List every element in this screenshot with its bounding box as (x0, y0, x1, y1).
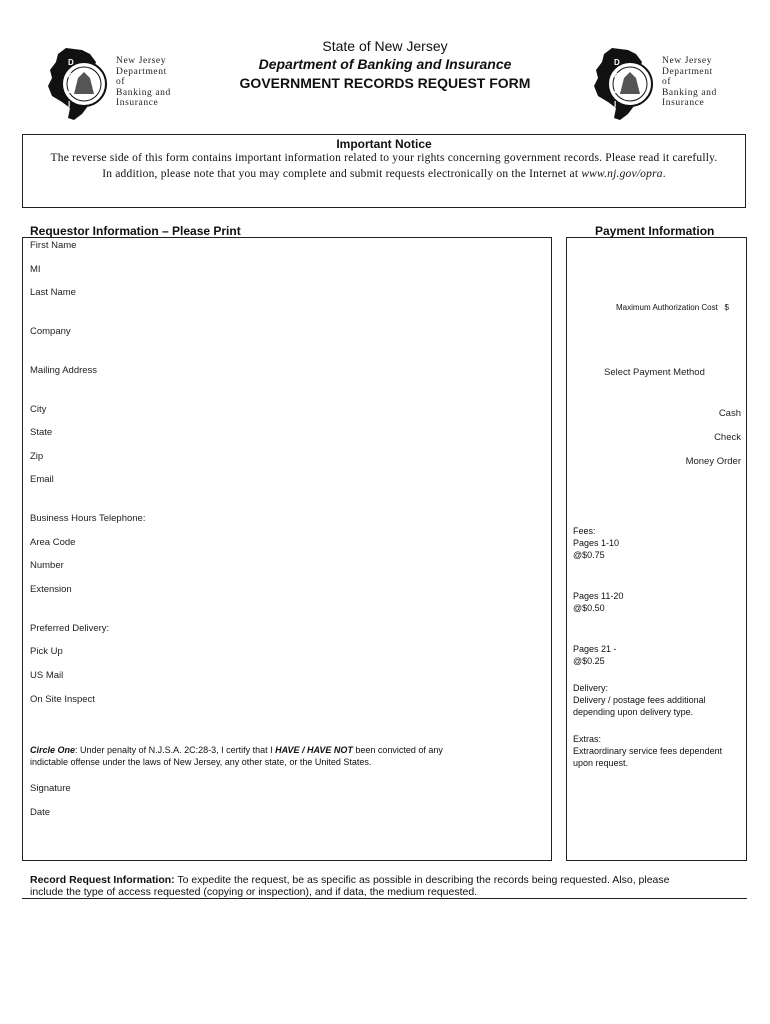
logo-letter: B (68, 86, 74, 95)
logo-text: New Jersey Department of Banking and Insurance (662, 56, 717, 108)
logo-letter: I (614, 100, 617, 109)
area-code-field[interactable]: Area Code (30, 537, 76, 548)
logo-letter: O (68, 72, 75, 81)
city-field[interactable]: City (30, 404, 47, 415)
have-option: HAVE (275, 745, 300, 755)
us-mail-option[interactable]: US Mail (30, 670, 64, 681)
cash-option[interactable]: Cash (718, 408, 741, 419)
number-field[interactable]: Number (30, 560, 64, 571)
last-name-field[interactable]: Last Name (30, 287, 76, 298)
check-option[interactable]: Check (714, 432, 741, 443)
logo-letter: O (614, 72, 621, 81)
first-name-field[interactable]: First Name (30, 240, 77, 251)
signature-field[interactable]: Signature (30, 783, 71, 794)
logo-letter: D (614, 58, 620, 67)
on-site-option[interactable]: On Site Inspect (30, 694, 95, 705)
opra-link[interactable]: www.nj.gov/opra (581, 168, 663, 180)
form-title: GOVERNMENT RECORDS REQUEST FORM (239, 75, 531, 91)
fees-info: Fees: Pages 1-10 @$0.75 (573, 526, 620, 560)
delivery-info: Delivery: Delivery / postage fees additional depending upon delivery type. (573, 683, 706, 717)
logo-letter: I (68, 100, 71, 109)
department-title: Department of Banking and Insurance (258, 56, 512, 72)
extension-field[interactable]: Extension (30, 584, 72, 595)
mailing-address-field[interactable]: Mailing Address (30, 365, 98, 376)
fees-info: Pages 21 - @$0.25 (573, 644, 617, 666)
preferred-delivery-label: Preferred Delivery: (30, 623, 110, 634)
logo-letter: D (68, 58, 74, 67)
zip-field[interactable]: Zip (30, 451, 44, 462)
state-field[interactable]: State (30, 427, 53, 438)
notice-text: In addition, please note that you may complete and submit requests electronically on the Internet at www.nj.gov/opra. (102, 168, 666, 180)
certification-statement[interactable]: Circle One: Under penalty of N.J.S.A. 2C:28-3, I certify that I HAVE / HAVE NOT been convicted of any indictable offense under the laws of New Jersey, any other state, or the United States. (30, 745, 443, 767)
extras-info: Extras: Extraordinary service fees dependent upon request. (573, 734, 723, 768)
divider (22, 898, 747, 899)
max-cost-field[interactable]: Maximum Authorization Cost $ (616, 303, 729, 312)
record-request-info: Record Request Information: To expedite the request, be as specific as possible in describing the records being requested. Also, please include the type of access requested (copying or inspection), and if data, the medium requested. (30, 874, 670, 898)
have-not-option: HAVE NOT (306, 745, 353, 755)
company-field[interactable]: Company (30, 326, 71, 337)
date-field[interactable]: Date (30, 807, 51, 818)
money-order-option[interactable]: Money Order (685, 456, 741, 467)
notice-text: The reverse side of this form contains important information related to your rights concerning government records. Please read it carefully. (50, 152, 718, 164)
payment-method-label: Select Payment Method (604, 367, 705, 378)
mi-field[interactable]: MI (30, 264, 41, 275)
notice-title: Important Notice (336, 137, 432, 151)
email-field[interactable]: Email (30, 474, 54, 485)
logo-text: New Jersey Department of Banking and Insurance (116, 56, 171, 108)
pick-up-option[interactable]: Pick Up (30, 646, 63, 657)
requestor-heading: Requestor Information – Please Print (30, 224, 241, 238)
fees-info: Pages 11-20 @$0.50 (573, 591, 624, 613)
payment-heading: Payment Information (595, 224, 715, 238)
important-notice-box (22, 134, 746, 208)
logo-letter: B (614, 86, 620, 95)
business-phone-label: Business Hours Telephone: (30, 513, 146, 524)
state-title: State of New Jersey (322, 38, 448, 54)
